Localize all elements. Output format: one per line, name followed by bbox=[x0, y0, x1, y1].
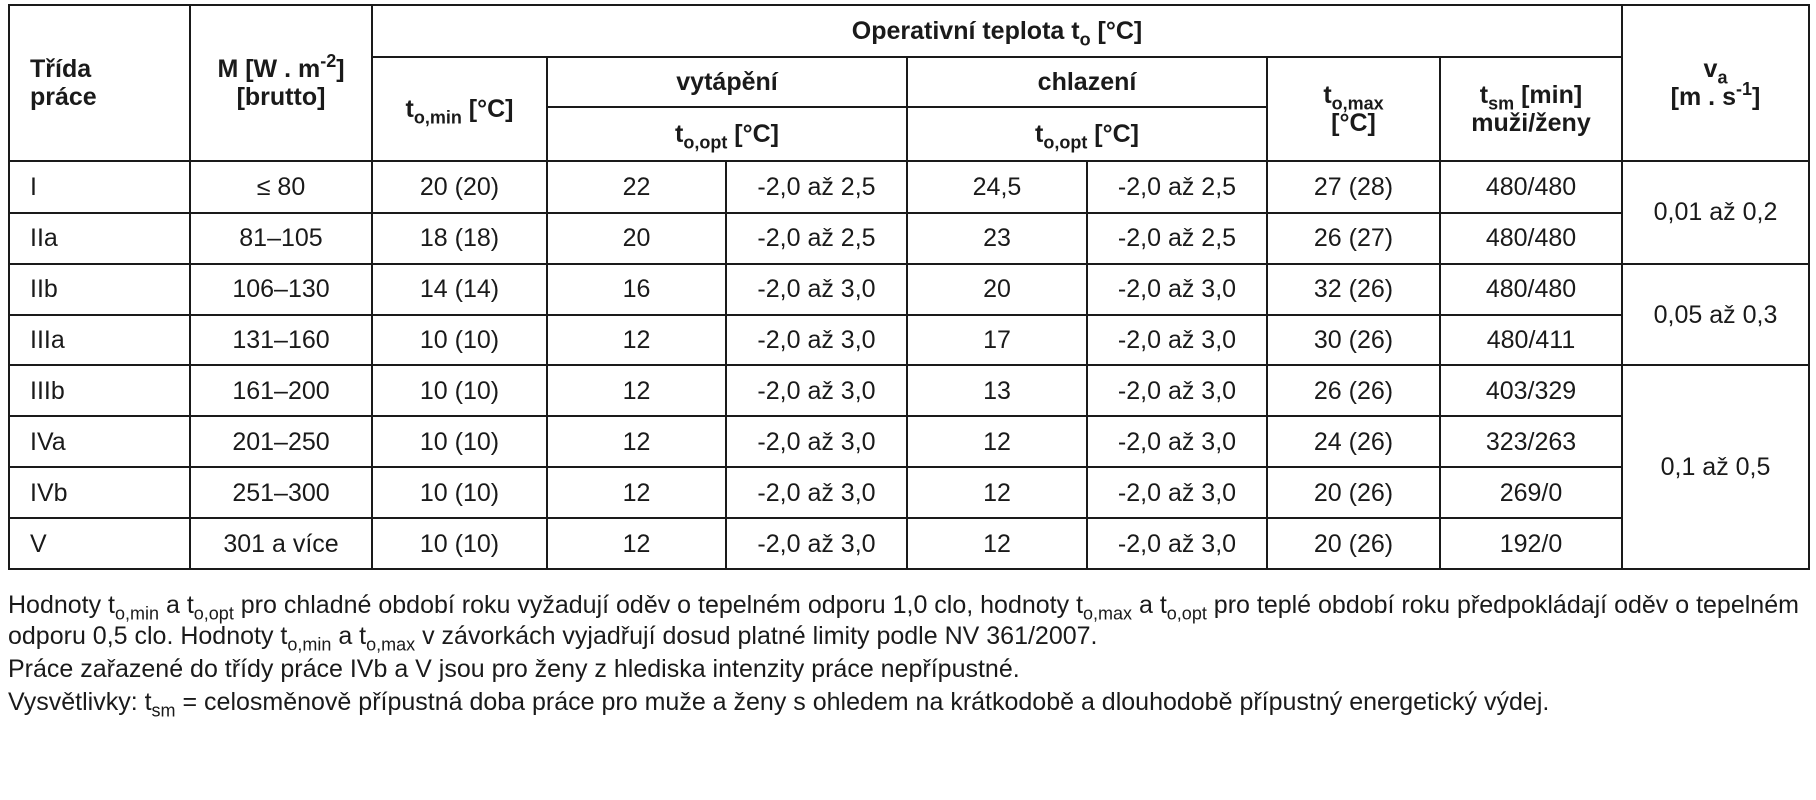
cell-trida: IVb bbox=[9, 467, 190, 518]
header-row-1 bbox=[9, 5, 1809, 57]
table-row bbox=[9, 315, 1809, 366]
cell-chlazeni-range: -2,0 až 3,0 bbox=[1087, 518, 1267, 569]
cell-chlazeni-opt: 12 bbox=[907, 518, 1087, 569]
cell-vytapeni-opt: 12 bbox=[547, 467, 726, 518]
cell-chlazeni-opt: 24,5 bbox=[907, 161, 1087, 213]
cell-chlazeni-range: -2,0 až 2,5 bbox=[1087, 161, 1267, 213]
cell-vytapeni-opt: 16 bbox=[547, 264, 726, 315]
cell-chlazeni-range: -2,0 až 3,0 bbox=[1087, 416, 1267, 467]
cell-chlazeni-opt: 12 bbox=[907, 416, 1087, 467]
cell-tsm: 480/480 bbox=[1440, 161, 1622, 213]
cell-tsm: 403/329 bbox=[1440, 365, 1622, 416]
cell-to-min: 18 (18) bbox=[372, 213, 547, 264]
work-class-temperature-table bbox=[8, 4, 1810, 570]
cell-to-max: 24 (26) bbox=[1267, 416, 1440, 467]
header-vytapeni: vytápění bbox=[547, 57, 907, 107]
cell-m: 301 a více bbox=[190, 518, 372, 569]
cell-m: 161–200 bbox=[190, 365, 372, 416]
cell-trida: IIIb bbox=[9, 365, 190, 416]
cell-to-min: 10 (10) bbox=[372, 467, 547, 518]
cell-chlazeni-opt: 23 bbox=[907, 213, 1087, 264]
cell-to-min: 14 (14) bbox=[372, 264, 547, 315]
note-women-restriction: Práce zařazené do třídy práce IVb a V jsou pro ženy z hlediska intenzity práce nepřípustné. bbox=[8, 655, 1020, 683]
cell-vytapeni-range: -2,0 až 3,0 bbox=[726, 315, 907, 366]
cell-va-group-1: 0,01 až 0,2 bbox=[1622, 161, 1809, 264]
cell-vytapeni-opt: 20 bbox=[547, 213, 726, 264]
cell-to-min: 10 (10) bbox=[372, 416, 547, 467]
cell-m: 131–160 bbox=[190, 315, 372, 366]
cell-vytapeni-opt: 12 bbox=[547, 365, 726, 416]
cell-tsm: 480/480 bbox=[1440, 213, 1622, 264]
cell-trida: IVa bbox=[9, 416, 190, 467]
cell-tsm: 480/480 bbox=[1440, 264, 1622, 315]
cell-trida: IIIa bbox=[9, 315, 190, 366]
cell-m: 81–105 bbox=[190, 213, 372, 264]
cell-vytapeni-opt: 12 bbox=[547, 416, 726, 467]
header-m-brutto: M [W . $m^{-2}$] [brutto] bbox=[190, 5, 372, 161]
cell-chlazeni-range: -2,0 až 3,0 bbox=[1087, 467, 1267, 518]
cell-va-group-2: 0,05 až 0,3 bbox=[1622, 264, 1809, 366]
table-row bbox=[9, 365, 1809, 416]
cell-to-min: 10 (10) bbox=[372, 315, 547, 366]
cell-tsm: 480/411 bbox=[1440, 315, 1622, 366]
cell-m: 201–250 bbox=[190, 416, 372, 467]
cell-trida: IIa bbox=[9, 213, 190, 264]
cell-chlazeni-opt: 13 bbox=[907, 365, 1087, 416]
cell-chlazeni-opt: 12 bbox=[907, 467, 1087, 518]
cell-to-max: 27 (28) bbox=[1267, 161, 1440, 213]
cell-trida: IIb bbox=[9, 264, 190, 315]
cell-chlazeni-range: -2,0 až 2,5 bbox=[1087, 213, 1267, 264]
header-chlazeni-to-opt: $t_{o,opt}$ [°C] bbox=[907, 107, 1267, 161]
table-notes bbox=[8, 590, 1808, 721]
header-va: $v_a$ [m . $s^{-1}$] bbox=[1622, 5, 1809, 161]
cell-vytapeni-range: -2,0 až 3,0 bbox=[726, 365, 907, 416]
cell-chlazeni-range: -2,0 až 3,0 bbox=[1087, 315, 1267, 366]
cell-trida: V bbox=[9, 518, 190, 569]
cell-chlazeni-range: -2,0 až 3,0 bbox=[1087, 365, 1267, 416]
table-row bbox=[9, 264, 1809, 315]
cell-tsm: 269/0 bbox=[1440, 467, 1622, 518]
cell-chlazeni-opt: 20 bbox=[907, 264, 1087, 315]
cell-to-max: 20 (26) bbox=[1267, 518, 1440, 569]
cell-m: 251–300 bbox=[190, 467, 372, 518]
cell-m: 106–130 bbox=[190, 264, 372, 315]
cell-m: ≤ 80 bbox=[190, 161, 372, 213]
cell-vytapeni-range: -2,0 až 3,0 bbox=[726, 264, 907, 315]
cell-vytapeni-opt: 12 bbox=[547, 518, 726, 569]
cell-tsm: 192/0 bbox=[1440, 518, 1622, 569]
cell-to-max: 30 (26) bbox=[1267, 315, 1440, 366]
cell-vytapeni-range: -2,0 až 3,0 bbox=[726, 467, 907, 518]
cell-vytapeni-range: -2,0 až 3,0 bbox=[726, 416, 907, 467]
cell-to-max: 26 (27) bbox=[1267, 213, 1440, 264]
table-row bbox=[9, 416, 1809, 467]
cell-vytapeni-range: -2,0 až 2,5 bbox=[726, 213, 907, 264]
header-to-min: $t_{o,min}$ [°C] bbox=[372, 57, 547, 161]
header-trida-prace: Třída práce bbox=[9, 5, 190, 161]
table-row bbox=[9, 213, 1809, 264]
cell-vytapeni-opt: 12 bbox=[547, 315, 726, 366]
cell-to-min: 20 (20) bbox=[372, 161, 547, 213]
cell-chlazeni-range: -2,0 až 3,0 bbox=[1087, 264, 1267, 315]
cell-chlazeni-opt: 17 bbox=[907, 315, 1087, 366]
cell-to-max: 26 (26) bbox=[1267, 365, 1440, 416]
cell-vytapeni-range: -2,0 až 3,0 bbox=[726, 518, 907, 569]
cell-tsm: 323/263 bbox=[1440, 416, 1622, 467]
cell-va-group-3: 0,1 až 0,5 bbox=[1622, 365, 1809, 569]
header-operativni-teplota: Operativní teplota $t_o$ [°C] bbox=[372, 5, 1622, 57]
cell-vytapeni-opt: 22 bbox=[547, 161, 726, 213]
header-to-max: $t_{o,max}$ [°C] bbox=[1267, 57, 1440, 161]
header-chlazeni: chlazení bbox=[907, 57, 1267, 107]
cell-vytapeni-range: -2,0 až 2,5 bbox=[726, 161, 907, 213]
table-row bbox=[9, 518, 1809, 569]
cell-to-min: 10 (10) bbox=[372, 365, 547, 416]
cell-to-max: 32 (26) bbox=[1267, 264, 1440, 315]
cell-to-max: 20 (26) bbox=[1267, 467, 1440, 518]
table-row bbox=[9, 467, 1809, 518]
header-vytapeni-to-opt: $t_{o,opt}$ [°C] bbox=[547, 107, 907, 161]
header-tsm: $t_{sm}$ [min] muži/ženy bbox=[1440, 57, 1622, 161]
cell-trida: I bbox=[9, 161, 190, 213]
note-clothing-values: Hodnoty $t_{o,min}$ a $t_{o,opt}$ pro chladné období roku vyžadují oděv o tepelném odporu 1,0 clo, hodnoty $t_{o,max}$ a $t_{o,opt}$ pro teplé období roku předpokládají oděv o tepelném odporu 0,5 clo. Hodnoty $t_{o,min}$ a $t_{o,max}$ v závorkách vyjadřují dosud platné limity podle NV 361/2007. bbox=[8, 591, 1799, 655]
cell-to-min: 10 (10) bbox=[372, 518, 547, 569]
table-row bbox=[9, 161, 1809, 213]
note-explanations: Vysvětlivky: $t_{sm}$ = celosměnově přípustná doba práce pro muže a ženy s ohledem na krátkodobě a dlouhodobě přípustný energetický výdej. bbox=[8, 688, 1550, 721]
